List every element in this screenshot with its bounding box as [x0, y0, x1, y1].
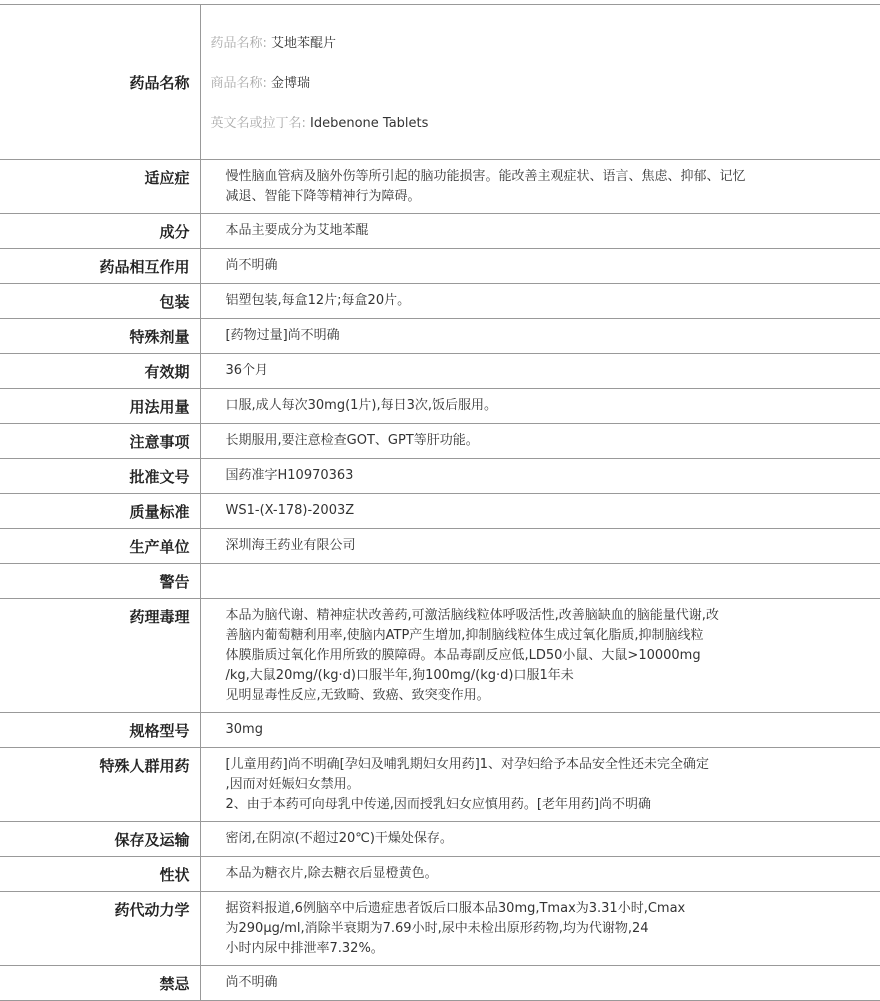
generic-name-key: 药品名称:: [210, 36, 267, 51]
spec-row: [0, 160, 880, 214]
spec-row: [0, 599, 880, 713]
spec-value: 国药准字H10970363: [200, 459, 880, 494]
spec-row: [0, 822, 880, 857]
spec-row-names: [0, 5, 880, 160]
spec-row: [0, 249, 880, 284]
spec-row: [0, 424, 880, 459]
spec-row: [0, 319, 880, 354]
spec-row: [0, 529, 880, 564]
spec-value: 尚不明确: [200, 966, 880, 1001]
spec-label: 保存及运输: [0, 822, 200, 857]
spec-row: [0, 284, 880, 319]
spec-label: 有效期: [0, 354, 200, 389]
spec-value: 本品主要成分为艾地苯醌: [200, 214, 880, 249]
spec-label-drug-name: 药品名称: [0, 5, 200, 160]
spec-value: 深圳海王药业有限公司: [200, 529, 880, 564]
spec-label: 警告: [0, 564, 200, 599]
spec-value: [200, 564, 880, 599]
english-name-line: [211, 114, 861, 134]
generic-name-value: 艾地苯醌片: [271, 36, 337, 51]
trade-name-key: 商品名称:: [210, 76, 267, 91]
spec-row: [0, 857, 880, 892]
generic-name-line: [211, 34, 861, 54]
spec-row: [0, 966, 880, 1001]
spec-label: 性状: [0, 857, 200, 892]
spec-label: 禁忌: [0, 966, 200, 1001]
spec-label: 用法用量: [0, 389, 200, 424]
trade-name-value: 金博瑞: [271, 76, 311, 91]
spec-row: [0, 494, 880, 529]
spec-value: 慢性脑血管病及脑外伤等所引起的脑功能损害。能改善主观症状、语言、焦虑、抑郁、记忆 减退、智能下降等精神行为障碍。: [200, 160, 880, 214]
spec-value: 据资料报道,6例脑卒中后遗症患者饭后口服本品30mg,Tmax为3.31小时,Cmax 为290μg/ml,消除半衰期为7.69小时,尿中未检出原形药物,均为代谢物,24 小时内尿中排泄率7.32%。: [200, 892, 880, 966]
spec-label: 特殊剂量: [0, 319, 200, 354]
spec-label: 适应症: [0, 160, 200, 214]
spec-row: [0, 214, 880, 249]
english-name-key: 英文名或拉丁名:: [210, 116, 306, 131]
spec-label: 质量标准: [0, 494, 200, 529]
spec-row: [0, 892, 880, 966]
spec-value: 口服,成人每次30mg(1片),每日3次,饭后服用。: [200, 389, 880, 424]
spec-value: 密闭,在阴凉(不超过20℃)干燥处保存。: [200, 822, 880, 857]
spec-value: 36个月: [200, 354, 880, 389]
spec-value: [儿童用药]尚不明确[孕妇及哺乳期妇女用药]1、对孕妇给予本品安全性还未完全确定 ,因而对妊娠妇女禁用。 2、由于本药可向母乳中传递,因而授乳妇女应慎用药。[老年用药]尚不明确: [200, 748, 880, 822]
spec-label: 特殊人群用药: [0, 748, 200, 822]
trade-name-line: [211, 74, 861, 94]
spec-label: 规格型号: [0, 713, 200, 748]
spec-row: [0, 748, 880, 822]
spec-row: [0, 713, 880, 748]
spec-label: 注意事项: [0, 424, 200, 459]
spec-row: [0, 389, 880, 424]
spec-row: [0, 564, 880, 599]
spec-value: 本品为糖衣片,除去糖衣后显橙黄色。: [200, 857, 880, 892]
spec-label: 生产单位: [0, 529, 200, 564]
spec-value: 尚不明确: [200, 249, 880, 284]
spec-label: 药代动力学: [0, 892, 200, 966]
spec-value: 30mg: [200, 713, 880, 748]
spec-row: [0, 354, 880, 389]
spec-row: [0, 459, 880, 494]
english-name-value: Idebenone Tablets: [310, 116, 429, 131]
spec-value: [药物过量]尚不明确: [200, 319, 880, 354]
spec-value: 本品为脑代谢、精神症状改善药,可激活脑线粒体呼吸活性,改善脑缺血的脑能量代谢,改 善脑内葡萄糖利用率,使脑内ATP产生增加,抑制脑线粒体生成过氧化脂质,抑制脑线粒 体膜脂质过氧化作用所致的膜障碍。本品毒副反应低,LD50小鼠、大鼠>10000mg /kg,大鼠20mg/(kg·d)口服半年,狗100mg/(kg·d)口服1年未 见明显毒性反应,无致畸、致癌、致突变作用。: [200, 599, 880, 713]
spec-value: 铝塑包装,每盒12片;每盒20片。: [200, 284, 880, 319]
spec-label: 药品相互作用: [0, 249, 200, 284]
spec-label: 批准文号: [0, 459, 200, 494]
spec-value: WS1-(X-178)-2003Z: [200, 494, 880, 529]
spec-label: 药理毒理: [0, 599, 200, 713]
drug-spec-table: [0, 4, 880, 1001]
spec-label: 成分: [0, 214, 200, 249]
spec-label: 包装: [0, 284, 200, 319]
spec-value: 长期服用,要注意检查GOT、GPT等肝功能。: [200, 424, 880, 459]
spec-value-drug-names: [200, 5, 880, 160]
